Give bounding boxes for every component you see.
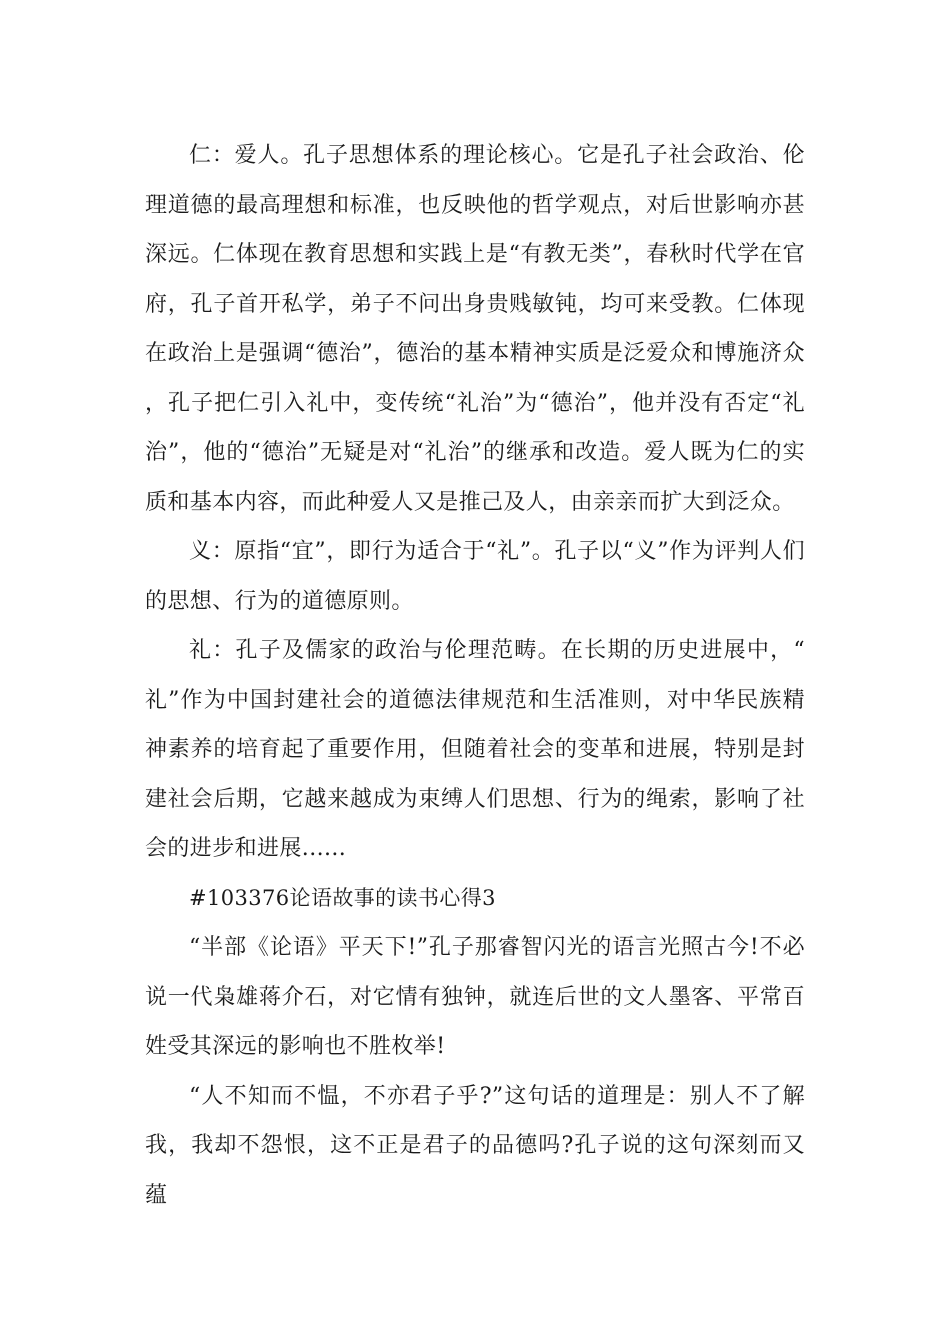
section-heading: #103376论语故事的读书心得3 [189, 885, 496, 910]
paragraph-yi: 义：原指“宜”，即行为适合于“礼”。孔子以“义”作为评判人们的思想、行为的道德原则。 [145, 539, 805, 614]
paragraph-banbu: “半部《论语》平天下!”孔子那睿智闪光的语言光照古今!不必说一代枭雄蒋介石，对它情有独钟，就连后世的文人墨客、平常百姓受其深远的影响也不胜枚举! [145, 935, 805, 1059]
paragraph-li: 礼：孔子及儒家的政治与伦理范畴。在长期的历史进展中，“礼”作为中国封建社会的道德法律规范和生活准则，对中华民族精神素养的培育起了重要作用，但随着社会的变革和进展，特别是封建社会后期，它越来越成为束缚人们思想、行为的绳索，影响了社会的进步和进展...... [145, 638, 805, 861]
paragraph-ren: 仁：爱人。孔子思想体系的理论核心。它是孔子社会政治、伦理道德的最高理想和标准，也反映他的哲学观点，对后世影响亦甚深远。仁体现在教育思想和实践上是“有教无类”，春秋时代学在官府，孔子首开私学，弟子不问出身贵贱敏钝，均可来受教。仁体现在政治上是强调“德治”，德治的基本精神实质是泛爱众和博施济众，孔子把仁引入礼中，变传统“礼治”为“德治”，他并没有否定“礼治”，他的“德治”无疑是对“礼治”的继承和改造。爱人既为仁的实质和基本内容，而此种爱人又是推己及人，由亲亲而扩大到泛众。 [145, 143, 805, 515]
paragraph-renbuzhi: “人不知而不愠，不亦君子乎?”这句话的道理是：别人不了解我，我却不怨恨，这不正是君子的品德吗?孔子说的这句深刻而又蕴 [145, 1083, 805, 1208]
document-body [145, 131, 805, 1220]
